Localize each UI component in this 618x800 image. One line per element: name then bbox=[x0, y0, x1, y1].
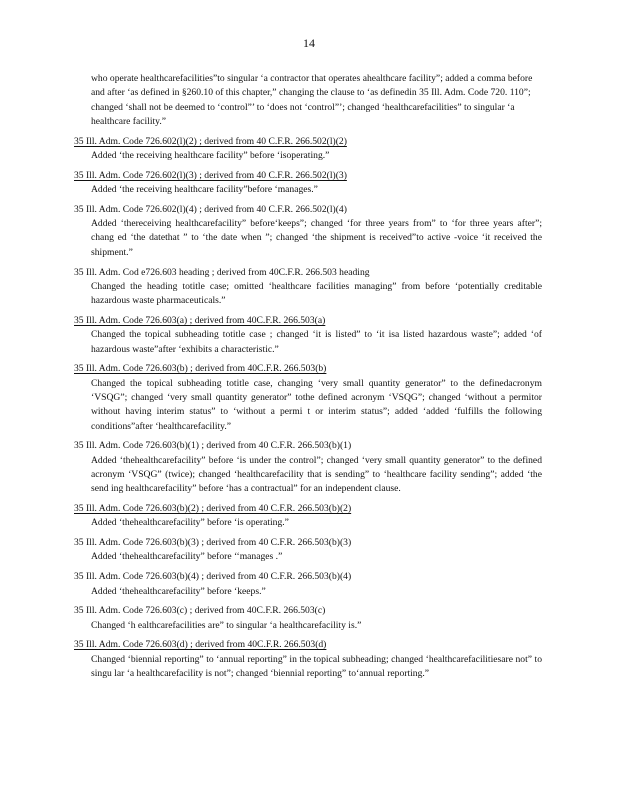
entry-body: Changed the topical subheading totitle case ; changed ‘it is listed” to ‘it isa listed hazardous waste”; added ‘of hazardous waste”after ‘exhibits a characteristic.” bbox=[91, 329, 542, 355]
document-body bbox=[74, 72, 542, 681]
entry-body: Changed ‘biennial reporting” to ‘annual reporting” in the topical subheading; changed ‘healthcarefacilitiesare not” to singu lar ‘a healthcarefacility is not”; changed ‘biennial reporting” to‘annual reporting.” bbox=[91, 653, 542, 679]
entry-heading: 35 Ill. Adm. Code 726.603(b)(3) ; derived from 40 C.F.R. 266.503(b)(3) bbox=[74, 537, 352, 549]
entry-heading: 35 Ill. Adm. Code 726.603(b) ; derived from 40C.F.R. 266.503(b) bbox=[74, 363, 327, 375]
entry-body: Added ‘the receiving healthcare facility” before ‘isoperating.” bbox=[91, 149, 330, 161]
entry-heading: 35 Ill. Adm. Code 726.603(a) ; derived from 40C.F.R. 266.503(a) bbox=[74, 314, 326, 326]
entry-body: Added ‘the receiving healthcare facility”before ‘manages.” bbox=[91, 184, 318, 196]
entry-heading: 35 Ill. Adm. Code 726.603(b)(1) ; derived from 40 C.F.R. 266.503(b)(1) bbox=[74, 440, 352, 452]
entry bbox=[74, 638, 542, 681]
entry-heading: 35 Ill. Adm. Code 726.602(l)(3) ; derived from 40 C.F.R. 266.502(l)(3) bbox=[74, 169, 347, 181]
entry bbox=[74, 169, 542, 198]
entry-body: Added ‘thehealthcarefacility” before ‘keeps.” bbox=[91, 585, 266, 597]
entry bbox=[74, 502, 542, 531]
entry bbox=[74, 135, 542, 164]
entry-body: Added ‘thereceiving healthcarefacility” before‘keeps”; changed ‘for three years from” to ‘for three years after”; chang ed ‘the datethat ” to ‘the date when ”; changed ‘the shipment is received”to active -voice ‘it received the shipment.” bbox=[91, 218, 542, 258]
entry bbox=[74, 266, 542, 309]
entry-body: Added ‘thehealthcarefacility” before ‘is operating.” bbox=[91, 517, 289, 529]
entry-body: Changed ‘h ealthcarefacilities are” to singular ‘a healthcarefacility is.” bbox=[91, 619, 362, 631]
entry bbox=[74, 439, 542, 496]
entry-body: Added ‘thehealthcarefacility” before ‘is under the control”; changed ‘very small quantity generator” to the defined acronym ‘VSQG” (twice); changed ‘healthcarefacility that is sending” to ‘healthcare facility sending”; added ‘the send ing healthcarefacility” before ‘has a contractual” for an independent clause. bbox=[91, 454, 542, 495]
entry-body: Changed the topical subheading totitle case, changing ‘very small quantity generator” to the definedacronym ‘VSQG”; changed ‘very small quantity generator” tothe defined acronym ‘VSQG”; changed ‘without a permitor without having interim status” to ‘without a permi t or interim status”; added ‘added ‘fulfills the following conditions”after ‘healthcarefacility.” bbox=[91, 377, 542, 432]
entry bbox=[74, 314, 542, 357]
entry bbox=[74, 570, 542, 599]
entry-heading: 35 Ill. Adm. Code 726.603(d) ; derived from 40C.F.R. 266.503(d) bbox=[74, 639, 327, 651]
page-number: 14 bbox=[303, 36, 315, 50]
entry bbox=[74, 604, 542, 633]
entry-heading: 35 Ill. Adm. Code 726.602(l)(4) ; derived from 40 C.F.R. 266.502(l)(4) bbox=[74, 203, 347, 215]
entry-heading: 35 Ill. Adm. Code 726.603(c) ; derived from 40C.F.R. 266.503(c) bbox=[74, 605, 326, 617]
entry-heading: 35 Ill. Adm. Code 726.603(b)(4) ; derived from 40 C.F.R. 266.503(b)(4) bbox=[74, 571, 352, 583]
intro-paragraph: who operate healthcarefacilities”to singular ‘a contractor that operates ahealthcare facility”; added a comma before and after ‘as defined in §260.10 of this chapter,” changing the clause to ‘as definedin 35 Ill. Adm. Code 720. 110”; changed ‘shall not be deemed to ‘control”’ to ‘does not ‘control”’; changed ‘healthcarefacilities” to singular ‘a healthcare facility.” bbox=[91, 73, 533, 127]
entry bbox=[74, 203, 542, 260]
entry-body: Changed the heading totitle case; omitted ‘healthcare facilities managing” from before ‘potentially creditable hazardous waste pharmaceuticals.” bbox=[91, 280, 542, 307]
entry-body: Added ‘thehealthcarefacility” before ‘‘manages .” bbox=[91, 551, 283, 563]
entry-heading: 35 Ill. Adm. Cod e726.603 heading ; derived from 40C.F.R. 266.503 heading bbox=[74, 266, 370, 278]
entry-heading: 35 Ill. Adm. Code 726.602(l)(2) ; derived from 40 C.F.R. 266.502(l)(2) bbox=[74, 135, 347, 147]
entry-heading: 35 Ill. Adm. Code 726.603(b)(2) ; derived from 40 C.F.R. 266.503(b)(2) bbox=[74, 503, 352, 515]
entry bbox=[74, 536, 542, 565]
entry bbox=[74, 362, 542, 433]
